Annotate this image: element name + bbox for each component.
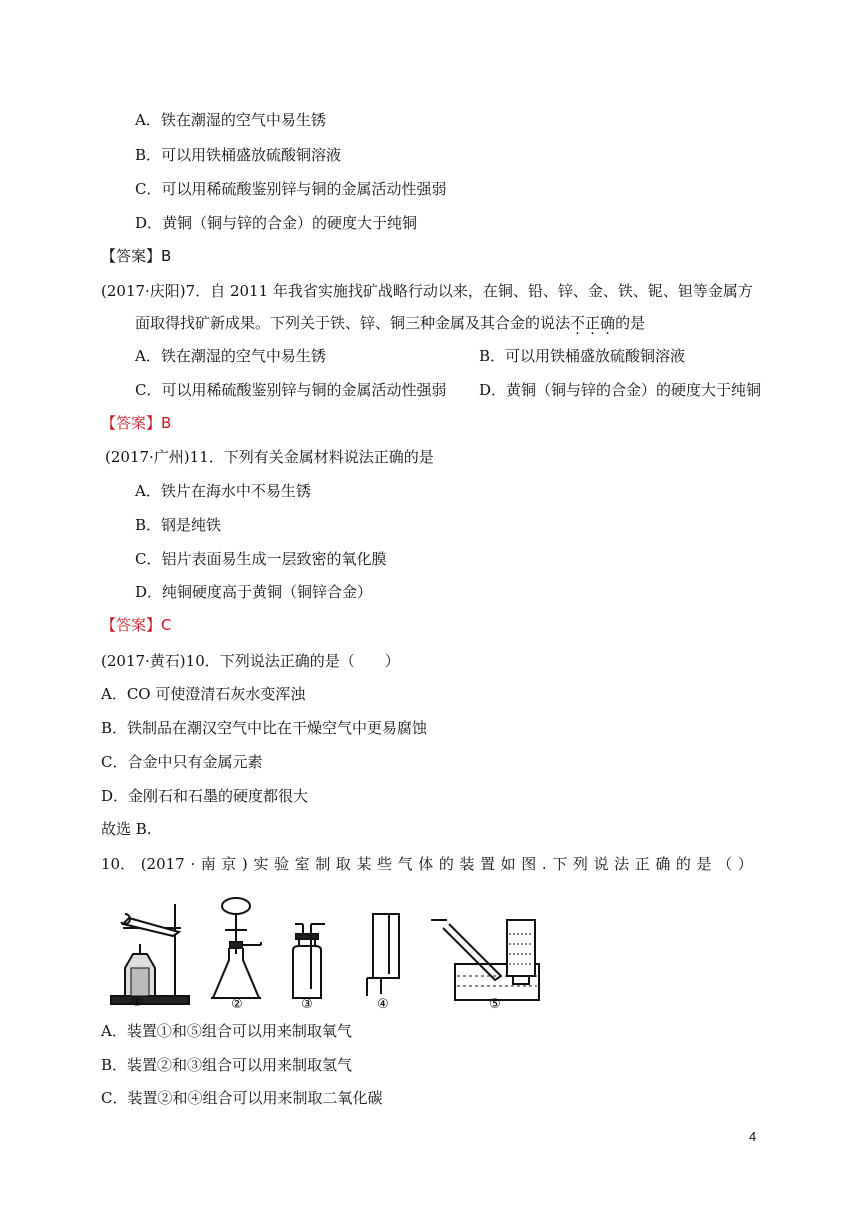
stem-char: 列: [572, 855, 588, 873]
answer-value: B: [161, 247, 172, 265]
q10b-option-b: B．装置②和③组合可以用来制取氢气: [101, 1056, 353, 1074]
q11-option-a: A．铁片在海水中不易生锈: [135, 482, 311, 500]
stem-char: (2017: [140, 855, 185, 873]
option-d: D．黄铜（铜与锌的合金）的硬度大于纯铜: [135, 214, 418, 232]
q7-option-b: B．可以用铁桶盛放硫酸铜溶液: [479, 347, 686, 365]
option-c: C．可以用稀硫酸鉴别锌与铜的金属活动性强弱: [135, 180, 447, 198]
stem-char: 是: [696, 855, 712, 873]
q10b-option-c: C．装置②和④组合可以用来制取二氧化碳: [101, 1089, 383, 1107]
figure-label-3: ③: [301, 997, 313, 1012]
stem-char: 制: [315, 855, 331, 873]
stem-char: 室: [294, 855, 310, 873]
stem-char: 体: [418, 855, 434, 873]
stem-char: 取: [335, 855, 351, 873]
stem-char: 正: [634, 855, 650, 873]
emphasis-char: 正: [585, 314, 601, 332]
stem-char: ): [241, 855, 248, 873]
q7-stem-pre: 面取得找矿新成果。下列关于铁、锌、铜三种金属及其合金的说法: [135, 314, 571, 332]
option-b: B．可以用铁桶盛放硫酸铜溶液: [135, 146, 342, 164]
stem-char: 某: [356, 855, 372, 873]
q11-option-b: B．钢是纯铁: [135, 516, 222, 534]
q11-option-c: C．铝片表面易生成一层致密的氧化膜: [135, 550, 387, 568]
answer-label: 【答案】: [101, 616, 162, 634]
q10b-option-a: A．装置①和⑤组合可以用来制取氧气: [101, 1022, 352, 1040]
page-number: 4: [749, 1129, 757, 1144]
stem-char: 下: [552, 855, 568, 873]
figure-label-1: ①: [131, 995, 143, 1010]
stem-char: 的: [438, 855, 454, 873]
emphasis-char: 不: [570, 314, 586, 332]
stem-char: 京: [221, 855, 237, 873]
option-a: A．铁在潮湿的空气中易生锈: [135, 111, 326, 129]
stem-char: 说: [593, 855, 609, 873]
stem-char: 法: [614, 855, 630, 873]
q11-answer: [101, 615, 172, 635]
q10a-option-c: C．合金中只有金属元素: [101, 753, 263, 771]
stem-char: 置: [480, 855, 496, 873]
q7-option-d: D．黄铜（铜与锌的合金）的硬度大于纯铜: [479, 381, 762, 399]
q7-answer: [101, 413, 171, 433]
emphasis-char: 确: [600, 314, 616, 332]
stem-char: 些: [377, 855, 393, 873]
stem-char: 南: [200, 855, 216, 873]
stem-char: 10．: [101, 855, 136, 873]
q7-stem-line2: [135, 313, 645, 333]
stem-char: 实: [253, 855, 269, 873]
stem-char: 气: [397, 855, 413, 873]
figure-label-5: ⑤: [489, 997, 501, 1012]
stem-char: 如: [500, 855, 516, 873]
lab-apparatus-figure: [103, 884, 548, 1012]
q10a-conclusion: 故选 B.: [101, 820, 152, 838]
q7-stem-post: 的是: [615, 314, 646, 332]
q11-stem: (2017·广州)11．下列有关金属材料说法正确的是: [105, 448, 434, 466]
stem-char: 验: [273, 855, 289, 873]
answer-label: 【答案】: [101, 247, 162, 265]
answer-value: C: [161, 616, 172, 634]
q10b-stem: [101, 854, 753, 874]
q7-option-c: C．可以用稀硫酸鉴别锌与铜的金属活动性强弱: [135, 381, 447, 399]
q10a-option-a: A．CO 可使澄清石灰水变浑浊: [101, 685, 306, 703]
answer-line: [101, 246, 171, 266]
stem-char: 图: [521, 855, 537, 873]
stem-char: ）: [737, 855, 753, 873]
q11-option-d: D．纯铜硬度高于黄铜（铜锌合金）: [135, 583, 373, 601]
stem-char: ·: [190, 855, 196, 873]
q7-option-a: A．铁在潮湿的空气中易生锈: [135, 347, 326, 365]
q7-stem-line1: (2017·庆阳)7．自 2011 年我省实施找矿战略行动以来，在铜、铅、锌、金、铁、铌、钽等金属方: [101, 282, 753, 300]
stem-char: .: [541, 855, 547, 873]
figure-label-4: ④: [377, 997, 389, 1012]
answer-value: B: [161, 414, 172, 432]
stem-char: （: [717, 855, 733, 873]
stem-char: 确: [655, 855, 671, 873]
answer-label: 【答案】: [101, 414, 162, 432]
stem-char: 装: [459, 855, 475, 873]
q10a-option-b: B．铁制品在潮汉空气中比在干燥空气中更易腐蚀: [101, 719, 428, 737]
figure-label-2: ②: [231, 997, 243, 1012]
stem-char: 的: [675, 855, 691, 873]
q10a-option-d: D．金刚石和石墨的硬度都很大: [101, 787, 309, 805]
q10a-stem: (2017·黄石)10．下列说法正确的是（ ）: [101, 652, 400, 670]
